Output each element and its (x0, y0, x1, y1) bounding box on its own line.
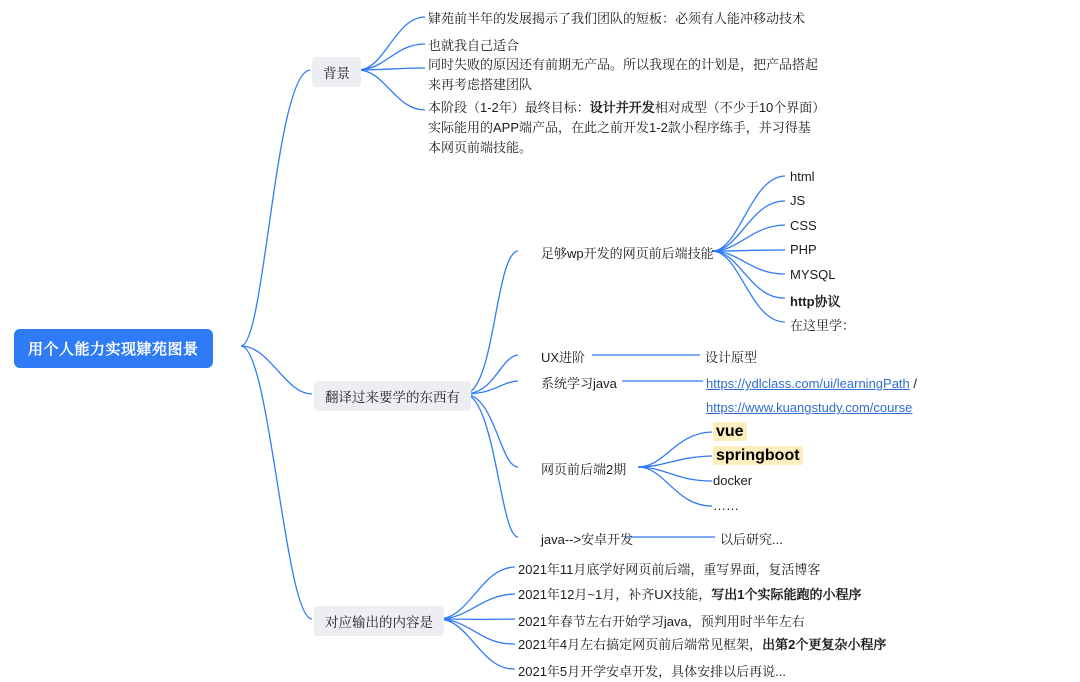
mindmap-node-android[interactable]: java-->安卓开发 (541, 532, 634, 547)
mindmap-branch-learning[interactable]: 翻译过来要学的东西有 (314, 381, 471, 411)
mindmap-leaf[interactable]: 2021年5月开学安卓开发，具体安排以后再说... (518, 664, 786, 679)
mindmap-leaf-http[interactable]: http协议 (790, 294, 841, 309)
link-kuangstudy[interactable]: https://www.kuangstudy.com/course (706, 400, 913, 415)
mindmap-branch-background[interactable]: 背景 (312, 57, 361, 87)
goal-emphasis: 设计并开发 (589, 100, 655, 115)
vue-highlight: vue (713, 422, 747, 441)
springboot-highlight: springboot (713, 446, 803, 465)
link-ydlclass[interactable]: https://ydlclass.com/ui/learningPath (706, 376, 910, 391)
mindmap-leaf-goal[interactable]: 本阶段（1-2年）最终目标：设计并开发相对成型（不少于10个界面）实际能用的APP端产品，在此之前开发1-2款小程序练手，并习得基本网页前端技能。 (428, 100, 819, 156)
mindmap-leaf[interactable]: MYSQL (790, 267, 836, 282)
mindmap-leaf-springboot[interactable] (713, 447, 803, 465)
output-emphasis: 写出1个实际能跑的小程序 (711, 587, 862, 602)
mindmap-node-ux[interactable]: UX进阶 (541, 350, 586, 365)
mindmap-leaf[interactable]: …… (713, 498, 739, 513)
mindmap-leaf[interactable]: 以后研究... (720, 532, 783, 547)
mindmap-node-web-skills[interactable]: 足够wp开发的网页前后端技能 (541, 246, 714, 261)
mindmap-node-web2[interactable]: 网页前后端2期 (541, 462, 627, 477)
mindmap-leaf[interactable]: PHP (790, 242, 817, 257)
mindmap-branch-output[interactable]: 对应输出的内容是 (314, 606, 444, 636)
mindmap-leaf-links[interactable]: https://ydlclass.com/ui/learningPath / https://www.kuangstudy.com/course (706, 376, 918, 415)
mindmap-leaf-vue[interactable] (713, 423, 747, 441)
mindmap-root-node[interactable]: 用个人能力实现肄苑图景 (14, 329, 213, 368)
mindmap-leaf[interactable]: 同时失败的原因还有前期无产品。所以我现在的计划是，把产品搭起来再考虑搭建团队 (428, 57, 819, 93)
mindmap-leaf[interactable]: docker (713, 473, 753, 488)
mindmap-leaf[interactable]: 2021年11月底学好网页前后端，重写界面，复活博客 (518, 562, 821, 577)
mindmap-leaf[interactable]: 在这里学： (790, 318, 856, 333)
mindmap-leaf[interactable]: 设计原型 (705, 350, 758, 365)
mindmap-node-java[interactable]: 系统学习java (541, 376, 617, 391)
mindmap-leaf[interactable]: CSS (790, 218, 817, 233)
mindmap-leaf[interactable]: JS (790, 193, 806, 208)
output-emphasis: 出第2个更复杂小程序 (762, 637, 887, 652)
mindmap-leaf[interactable]: 肄苑前半年的发展揭示了我们团队的短板：必须有人能冲移动技术 (428, 11, 806, 26)
mindmap-leaf[interactable]: 2021年12月~1月，补齐UX技能，写出1个实际能跑的小程序 (518, 587, 862, 602)
mindmap-leaf[interactable]: 也就我自己适合 (428, 38, 520, 53)
mindmap-leaf[interactable]: html (790, 169, 815, 184)
mindmap-leaf[interactable]: 2021年春节左右开始学习java，预判用时半年左右 (518, 614, 805, 629)
mindmap-leaf[interactable]: 2021年4月左右搞定网页前后端常见框架，出第2个更复杂小程序 (518, 637, 887, 652)
